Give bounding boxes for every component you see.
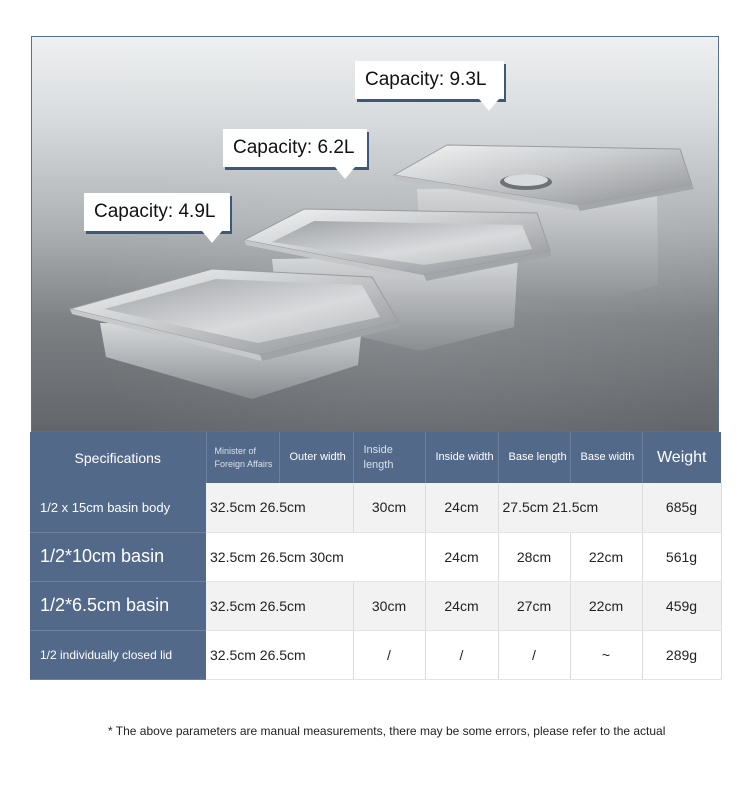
measurement-footnote: * The above parameters are manual measurements, there may be some errors, please refer to the actual xyxy=(108,724,666,738)
header-specifications: Specifications xyxy=(30,432,206,483)
table-row xyxy=(30,483,721,532)
cell-inside-width: / xyxy=(425,630,498,679)
row-name: 1/2*6.5cm basin xyxy=(30,581,206,630)
cell-weight: 289g xyxy=(642,630,721,679)
cell-weight: 561g xyxy=(642,532,721,581)
header-base-width: Base width xyxy=(570,432,642,483)
cell-inside-width: 24cm xyxy=(425,532,498,581)
table-row xyxy=(30,532,721,581)
cell-outer-dims: 32.5cm 26.5cm 30cm xyxy=(206,532,425,581)
header-minister: Minister of Foreign Affairs xyxy=(206,432,279,483)
cell-inside-width: 24cm xyxy=(425,483,498,532)
cell-inside-length: 30cm xyxy=(353,483,425,532)
cell-inside-length: 30cm xyxy=(353,581,425,630)
cell-outer-dims: 32.5cm 26.5cm xyxy=(206,630,353,679)
row-name: 1/2*10cm basin xyxy=(30,532,206,581)
cell-outer-dims: 32.5cm 26.5cm xyxy=(206,581,353,630)
cell-base-width: 22cm xyxy=(570,532,642,581)
header-base-length: Base length xyxy=(498,432,570,483)
header-inside-width: Inside width xyxy=(425,432,498,483)
callout-pointer xyxy=(202,231,222,243)
cell-base-length: / xyxy=(498,630,570,679)
header-inside-length: Inside length xyxy=(353,432,425,483)
cell-outer-dims: 32.5cm 26.5cm xyxy=(206,483,353,532)
header-outer-width: Outer width xyxy=(279,432,353,483)
capacity-label: Capacity: 6.2L xyxy=(233,137,355,158)
cell-weight: 685g xyxy=(642,483,721,532)
capacity-label: Capacity: 4.9L xyxy=(94,201,216,222)
cell-base-length: 28cm xyxy=(498,532,570,581)
table-row xyxy=(30,630,721,679)
specifications-table xyxy=(30,432,722,680)
cell-weight: 459g xyxy=(642,581,721,630)
cell-inside-length: / xyxy=(353,630,425,679)
product-photo xyxy=(31,36,719,432)
table-row xyxy=(30,581,721,630)
capacity-label: Capacity: 9.3L xyxy=(365,69,487,90)
cell-base-width: 22cm xyxy=(570,581,642,630)
row-name: 1/2 x 15cm basin body xyxy=(30,483,206,532)
cell-base-dims: 27.5cm 21.5cm xyxy=(498,483,642,532)
cell-base-width: ~ xyxy=(570,630,642,679)
callout-pointer xyxy=(479,99,499,111)
callout-pointer xyxy=(335,167,355,179)
row-name: 1/2 individually closed lid xyxy=(30,630,206,679)
cell-inside-width: 24cm xyxy=(425,581,498,630)
cell-base-length: 27cm xyxy=(498,581,570,630)
table-header-row xyxy=(30,432,721,483)
capacity-callout-4-9l xyxy=(84,193,230,231)
capacity-callout-9-3l xyxy=(355,61,504,99)
pan-4-9l xyxy=(70,269,399,399)
header-weight: Weight xyxy=(656,448,707,466)
capacity-callout-6-2l xyxy=(223,129,367,167)
